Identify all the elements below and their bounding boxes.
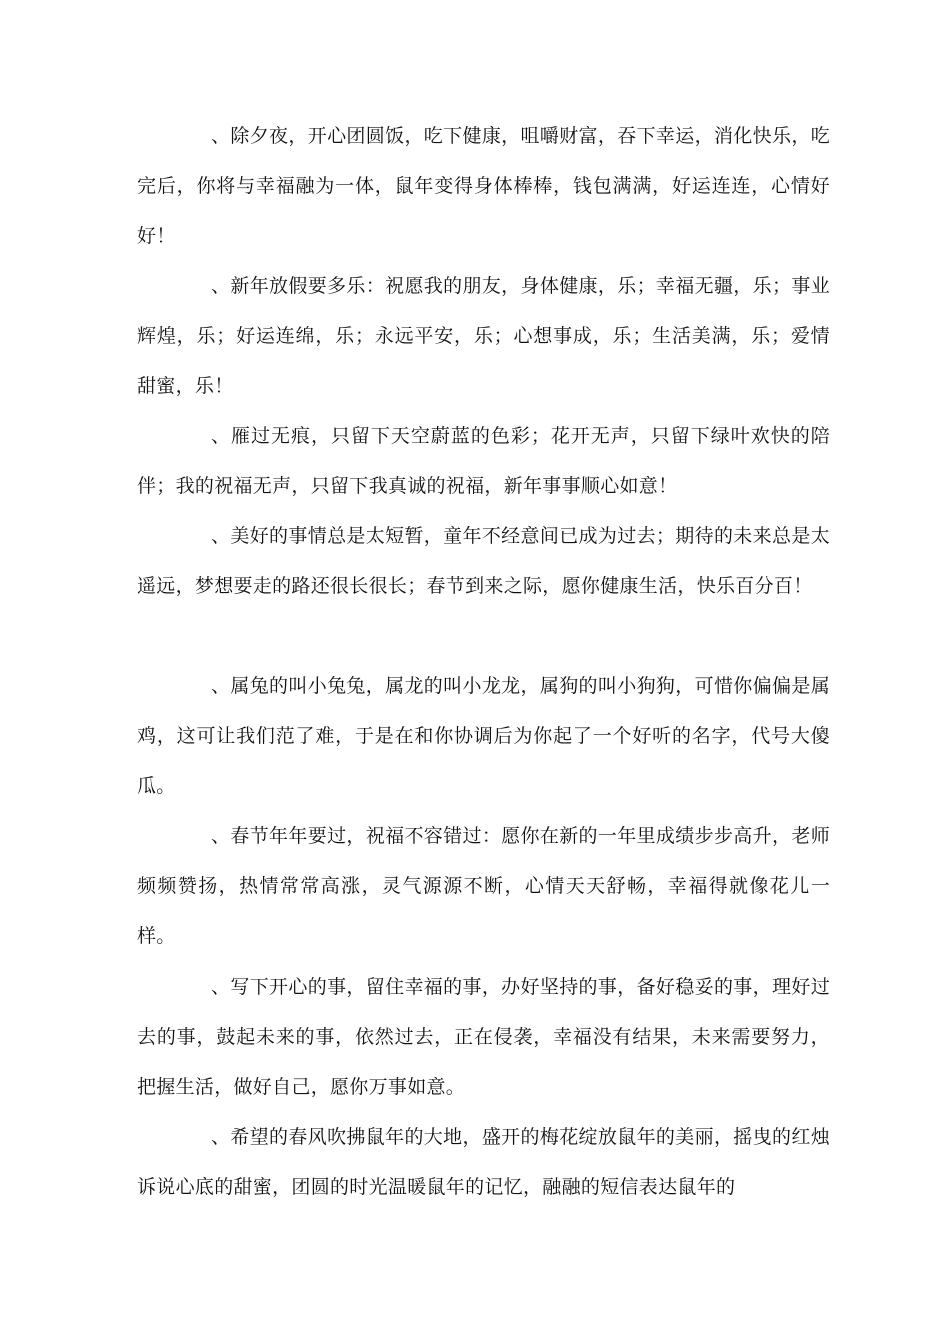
greeting-paragraph-3: 、雁过无痕，只留下天空蔚蓝的色彩；花开无声，只留下绿叶欢快的陪伴；我的祝福无声，只留下我真诚的祝福，新年事事顺心如意！: [137, 425, 830, 497]
greeting-paragraph-1: 、除夕夜，开心团圆饭，吃下健康，咀嚼财富，吞下幸运，消化快乐，吃完后，你将与幸福融为一体，鼠年变得身体棒棒，钱包满满，好运连连，心情好好！: [137, 125, 830, 247]
greeting-paragraph-7: 、写下开心的事，留住幸福的事，办好坚持的事，备好稳妥的事，理好过去的事，鼓起未来的事，依然过去，正在侵袭，幸福没有结果，未来需要努力，把握生活，做好自己，愿你万事如意。: [137, 976, 830, 1098]
greeting-paragraph-4: 、美好的事情总是太短暂，童年不经意间已成为过去；期待的未来总是太遥远，梦想要走的路还很长很长；春节到来之际，愿你健康生活，快乐百分百！: [137, 525, 830, 597]
greeting-paragraph-5: 、属兔的叫小兔兔，属龙的叫小龙龙，属狗的叫小狗狗，可惜你偏偏是属鸡，这可让我们范了难，于是在和你协调后为你起了一个好听的名字，代号大傻瓜。: [137, 675, 830, 797]
greeting-paragraph-6: 、春节年年要过，祝福不容错过：愿你在新的一年里成绩步步高升，老师频频赞扬，热情常常高涨，灵气源源不断，心情天天舒畅，幸福得就像花儿一样。: [137, 825, 830, 947]
greeting-paragraph-8: 、希望的春风吹拂鼠年的大地，盛开的梅花绽放鼠年的美丽，摇曳的红烛诉说心底的甜蜜，团圆的时光温暖鼠年的记忆，融融的短信表达鼠年的: [137, 1126, 830, 1198]
greeting-paragraph-2: 、新年放假要多乐：祝愿我的朋友，身体健康，乐；幸福无疆，乐；事业辉煌，乐；好运连绵，乐；永远平安，乐；心想事成，乐；生活美满，乐；爱情甜蜜，乐！: [137, 275, 830, 397]
